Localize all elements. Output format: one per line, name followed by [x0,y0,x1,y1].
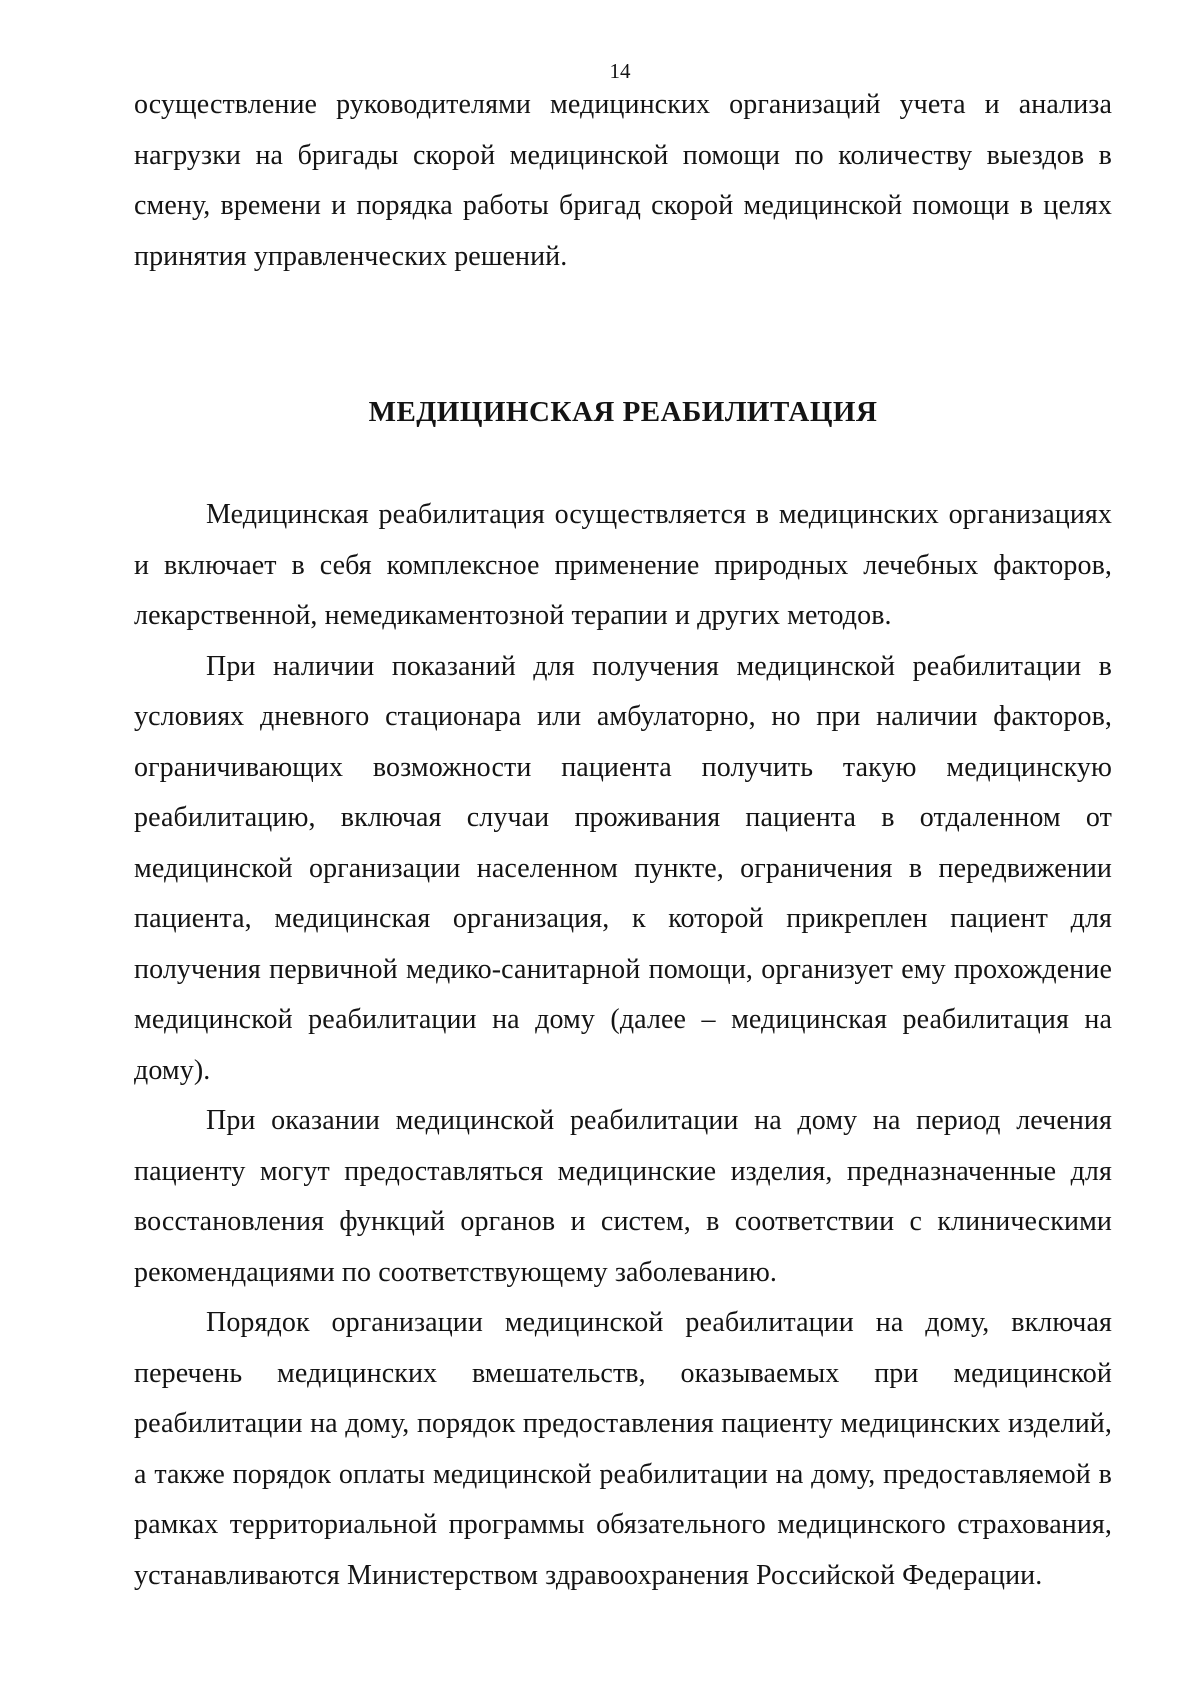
page-content [134,80,1112,1601]
spacer [134,282,1112,392]
section-heading: МЕДИЦИНСКАЯ РЕАБИЛИТАЦИЯ [368,396,878,428]
body-paragraph: Медицинская реабилитация осуществляется в медицинских организациях и включает в себя комплексное применение природных лечебных факторов, лекарственной, немедикаментозной терапии и других методов. [134,499,1112,631]
intro-paragraph: осуществление руководителями медицинских организаций учета и анализа нагрузки на бригады скорой медицинской помощи по количеству выездов в смену, времени и порядка работы бригад скорой медицинской помощи в целях принятия управленческих решений. [134,89,1112,272]
body-paragraph: При наличии показаний для получения медицинской реабилитации в условиях дневного стационара или амбулаторно, но при наличии факторов, ограничивающих возможности пациента получить такую медицинскую реабилитацию, включая случаи проживания пациента в отдаленном от медицинской организации населенном пункте, ограничения в передвижении пациента, медицинская организация, к которой прикреплен пациент для получения первичной медико-санитарной помощи, организует ему прохождение медицинской реабилитации на дому (далее – медицинская реабилитация на дому). [134,650,1112,1086]
body-paragraph: Порядок организации медицинской реабилитации на дому, включая перечень медицинских вмешательств, оказываемых при медицинской реабилитации на дому, порядок предоставления пациенту медицинских изделий, а также порядок оплаты медицинской реабилитации на дому, предоставляемой в рамках территориальной программы обязательного медицинского страхования, устанавливаются Министерством здравоохранения Российской Федерации. [134,1307,1112,1591]
body-paragraph: При оказании медицинской реабилитации на дому на период лечения пациенту могут предоставляться медицинские изделия, предназначенные для восстановления функций органов и систем, в соответствии с клиническими рекомендациями по соответствующему заболеванию. [134,1105,1112,1288]
spacer [134,432,1112,490]
page-number: 14 [609,59,631,83]
